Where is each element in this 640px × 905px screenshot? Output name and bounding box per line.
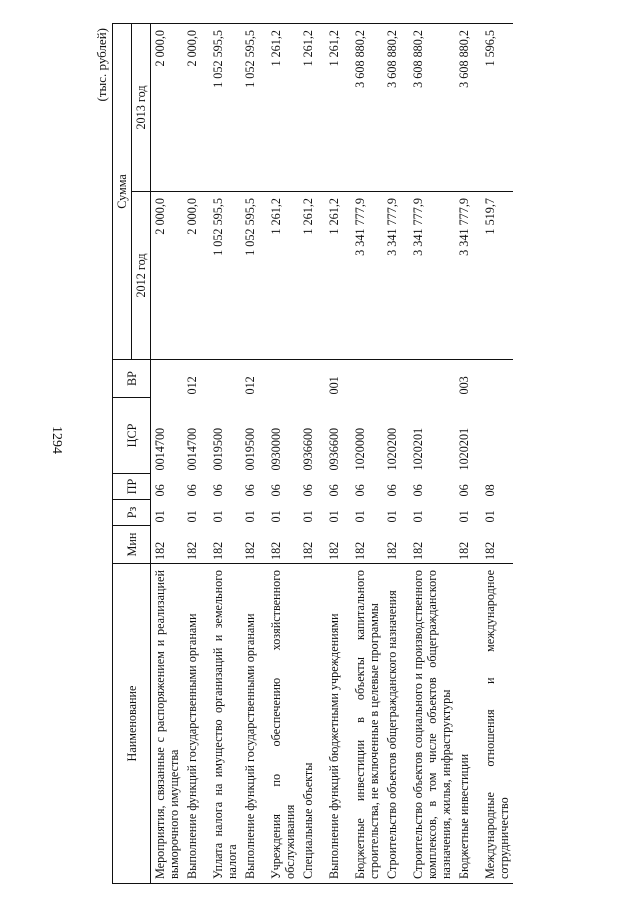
cell-vr: 003 xyxy=(457,376,471,395)
cell-y2013: 1 261,2 xyxy=(299,23,325,191)
cell-name: Уплата налога на имущество организаций и земельного налога xyxy=(209,564,241,884)
table-row xyxy=(455,23,481,883)
header-name: Наименование xyxy=(113,564,151,884)
cell-vr xyxy=(383,360,409,398)
cell-name: Выполнение функций государственными органами xyxy=(183,564,209,884)
cell-y2012: 3 341 777,9 xyxy=(383,192,409,360)
cell-rz: 01 xyxy=(457,510,471,523)
cell-csr: 0014700 xyxy=(185,427,199,471)
cell-rz: 01 xyxy=(211,510,225,523)
cell-y2013: 3 608 880,2 xyxy=(409,23,455,191)
cell-min: 182 xyxy=(411,541,425,560)
cell-pr: 06 xyxy=(327,484,341,497)
cell-name: Бюджетные инвестиции xyxy=(455,564,481,884)
cell-y2013: 1 052 595,5 xyxy=(241,23,267,191)
cell-csr: 0930000 xyxy=(269,427,283,471)
cell-vr: 001 xyxy=(327,376,341,395)
rotated-table-page xyxy=(96,24,556,884)
cell-csr: 1020000 xyxy=(353,427,367,471)
cell-y2012: 2 000,0 xyxy=(183,192,209,360)
header-row-1 xyxy=(113,23,132,883)
cell-y2012: 1 519,7 xyxy=(481,192,513,360)
cell-vr xyxy=(299,360,325,398)
cell-y2013: 3 608 880,2 xyxy=(351,23,383,191)
header-2012: 2012 год xyxy=(132,192,151,360)
cell-csr: 1020200 xyxy=(385,427,399,471)
cell-pr: 06 xyxy=(185,484,199,497)
header-sum: Сумма xyxy=(113,23,132,359)
cell-name: Специальные объекты xyxy=(299,564,325,884)
cell-min: 182 xyxy=(185,541,199,560)
cell-pr: 06 xyxy=(243,484,257,497)
cell-y2012: 3 341 777,9 xyxy=(409,192,455,360)
header-rz: Рз xyxy=(113,500,151,526)
cell-rz: 01 xyxy=(185,510,199,523)
header-vr: ВР xyxy=(113,360,151,398)
cell-min: 182 xyxy=(211,541,225,560)
cell-min: 182 xyxy=(243,541,257,560)
cell-y2013: 1 596,5 xyxy=(481,23,513,191)
cell-pr: 06 xyxy=(269,484,283,497)
cell-min: 182 xyxy=(385,541,399,560)
cell-y2012: 1 261,2 xyxy=(299,192,325,360)
cell-name: Мероприятия, связанные с распоряжением и реализацией выморочного имущества xyxy=(151,564,184,884)
table-row xyxy=(151,23,184,883)
cell-pr: 06 xyxy=(385,484,399,497)
cell-pr: 08 xyxy=(483,484,497,497)
cell-csr xyxy=(481,398,513,474)
cell-rz: 01 xyxy=(353,510,367,523)
cell-rz: 01 xyxy=(243,510,257,523)
page-number: 1294 xyxy=(49,426,64,454)
cell-name: Строительство объектов общегражданского назначения xyxy=(383,564,409,884)
table-row xyxy=(383,23,409,883)
cell-y2013: 2 000,0 xyxy=(151,23,184,191)
unit-note: (тыс. рублей) xyxy=(94,28,109,102)
cell-rz: 01 xyxy=(301,510,315,523)
cell-pr: 06 xyxy=(411,484,425,497)
cell-vr xyxy=(409,360,455,398)
cell-vr xyxy=(209,360,241,398)
cell-csr: 1020201 xyxy=(457,427,471,471)
cell-rz: 01 xyxy=(269,510,283,523)
cell-y2013: 1 261,2 xyxy=(267,23,299,191)
cell-pr: 06 xyxy=(457,484,471,497)
cell-y2013: 1 052 595,5 xyxy=(209,23,241,191)
cell-name: Международные отношения и международное сотрудничество xyxy=(481,564,513,884)
cell-min: 182 xyxy=(269,541,283,560)
table-row xyxy=(209,23,241,883)
cell-pr: 06 xyxy=(301,484,315,497)
cell-name: Строительство объектов социального и производственного комплексов, в том числе объектов общегражданского назначения, жилья, инфраструктуры xyxy=(409,564,455,884)
cell-min: 182 xyxy=(327,541,341,560)
cell-vr xyxy=(151,360,184,398)
table-row xyxy=(351,23,383,883)
table-row xyxy=(183,23,209,883)
cell-csr: 1020201 xyxy=(411,427,425,471)
table-row xyxy=(325,23,351,883)
table-body xyxy=(151,23,514,883)
cell-csr: 0936600 xyxy=(301,427,315,471)
cell-vr: 012 xyxy=(243,376,257,395)
cell-y2013: 2 000,0 xyxy=(183,23,209,191)
header-pr: ПР xyxy=(113,474,151,500)
cell-vr xyxy=(267,360,299,398)
cell-pr: 06 xyxy=(153,484,167,497)
table-row xyxy=(241,23,267,883)
cell-y2012: 1 261,2 xyxy=(267,192,299,360)
cell-name: Бюджетные инвестиции в объекты капитального строительства, не включенные в целевые программы xyxy=(351,564,383,884)
cell-y2012: 3 341 777,9 xyxy=(455,192,481,360)
budget-table xyxy=(112,23,513,884)
cell-y2013: 1 261,2 xyxy=(325,23,351,191)
header-2013: 2013 год xyxy=(132,23,151,191)
table-row xyxy=(409,23,455,883)
cell-y2012: 1 261,2 xyxy=(325,192,351,360)
cell-rz: 01 xyxy=(385,510,399,523)
cell-min: 182 xyxy=(457,541,471,560)
table-row xyxy=(267,23,299,883)
cell-csr: 0014700 xyxy=(153,427,167,471)
cell-rz: 01 xyxy=(483,510,497,523)
cell-y2012: 3 341 777,9 xyxy=(351,192,383,360)
cell-csr: 0936600 xyxy=(327,427,341,471)
cell-pr: 06 xyxy=(353,484,367,497)
cell-min: 182 xyxy=(483,541,497,560)
header-csr: ЦСР xyxy=(113,398,151,474)
cell-name: Выполнение функций государственными органами xyxy=(241,564,267,884)
cell-y2013: 3 608 880,2 xyxy=(455,23,481,191)
cell-name: Выполнение функций бюджетными учреждениями xyxy=(325,564,351,884)
cell-y2012: 2 000,0 xyxy=(151,192,184,360)
cell-vr xyxy=(351,360,383,398)
cell-min: 182 xyxy=(301,541,315,560)
cell-rz: 01 xyxy=(411,510,425,523)
header-min: Мин xyxy=(113,526,151,564)
cell-y2012: 1 052 595,5 xyxy=(209,192,241,360)
cell-min: 182 xyxy=(353,541,367,560)
cell-rz: 01 xyxy=(327,510,341,523)
table-row xyxy=(481,23,513,883)
cell-vr xyxy=(481,360,513,398)
cell-vr: 012 xyxy=(185,376,199,395)
cell-y2013: 3 608 880,2 xyxy=(383,23,409,191)
cell-csr: 0019500 xyxy=(243,427,257,471)
cell-csr: 0019500 xyxy=(211,427,225,471)
cell-rz: 01 xyxy=(153,510,167,523)
cell-min: 182 xyxy=(153,541,167,560)
cell-y2012: 1 052 595,5 xyxy=(241,192,267,360)
cell-pr: 06 xyxy=(211,484,225,497)
cell-name: Учреждения по обеспечению хозяйственного обслуживания xyxy=(267,564,299,884)
table-row xyxy=(299,23,325,883)
